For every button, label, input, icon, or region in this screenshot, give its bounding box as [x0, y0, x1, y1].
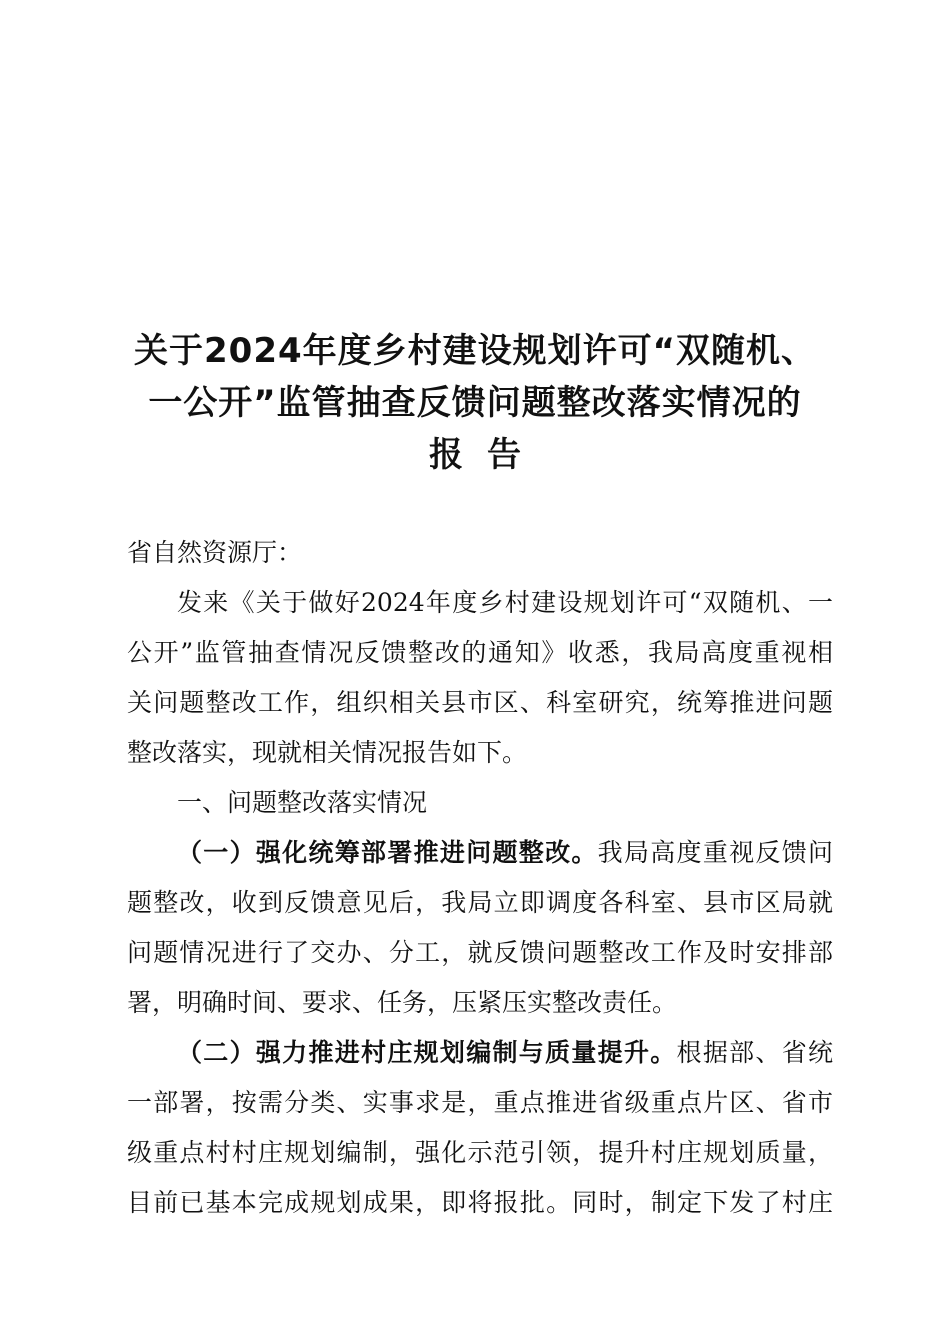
paragraph-line: 署，明确时间、要求、任务，压紧压实整改责任。 — [127, 988, 678, 1017]
paragraph-line: 问题情况进行了交办、分工，就反馈问题整改工作及时安排部 — [127, 938, 833, 967]
paragraph-line — [127, 1028, 833, 1078]
paragraph-intro — [127, 578, 833, 778]
paragraph-line: 发来《关于做好2024年度乡村建设规划许可“双随机、一 — [177, 588, 833, 617]
salutation: 省自然资源厅： — [127, 538, 303, 567]
item-text: 根据部、省统 — [676, 1038, 833, 1067]
document-title — [80, 325, 870, 481]
item-text: 我局高度重视反馈问 — [597, 838, 833, 867]
item-heading: （一）强化统筹部署推进问题整改。 — [177, 838, 598, 867]
section-heading: 一、问题整改落实情况 — [177, 788, 428, 817]
paragraph-item-1 — [127, 828, 833, 1028]
paragraph-line — [127, 828, 833, 878]
paragraph-line: 关问题整改工作，组织相关县市区、科室研究，统筹推进问题 — [127, 688, 833, 717]
title-line-3: 报告 — [429, 435, 545, 475]
title-line-2: 一公开”监管抽查反馈问题整改落实情况的 — [148, 383, 802, 423]
paragraph-line: 公开”监管抽查情况反馈整改的通知》收悉，我局高度重视相 — [127, 638, 833, 667]
paragraph-line: 目前已基本完成规划成果，即将报批。同时，制定下发了村庄 — [127, 1188, 833, 1217]
paragraph-line: 题整改，收到反馈意见后，我局立即调度各科室、县市区局就 — [127, 888, 833, 917]
paragraph-item-2 — [127, 1028, 833, 1228]
title-line-1: 关于2024年度乡村建设规划许可“双随机、 — [134, 331, 816, 371]
document-body — [127, 528, 833, 1228]
paragraph-line: 级重点村村庄规划编制，强化示范引领，提升村庄规划质量， — [127, 1138, 833, 1167]
paragraph-line: 整改落实，现就相关情况报告如下。 — [127, 738, 528, 767]
paragraph-line: 一部署，按需分类、实事求是，重点推进省级重点片区、省市 — [127, 1088, 833, 1117]
item-heading: （二）强力推进村庄规划编制与质量提升。 — [177, 1038, 677, 1067]
